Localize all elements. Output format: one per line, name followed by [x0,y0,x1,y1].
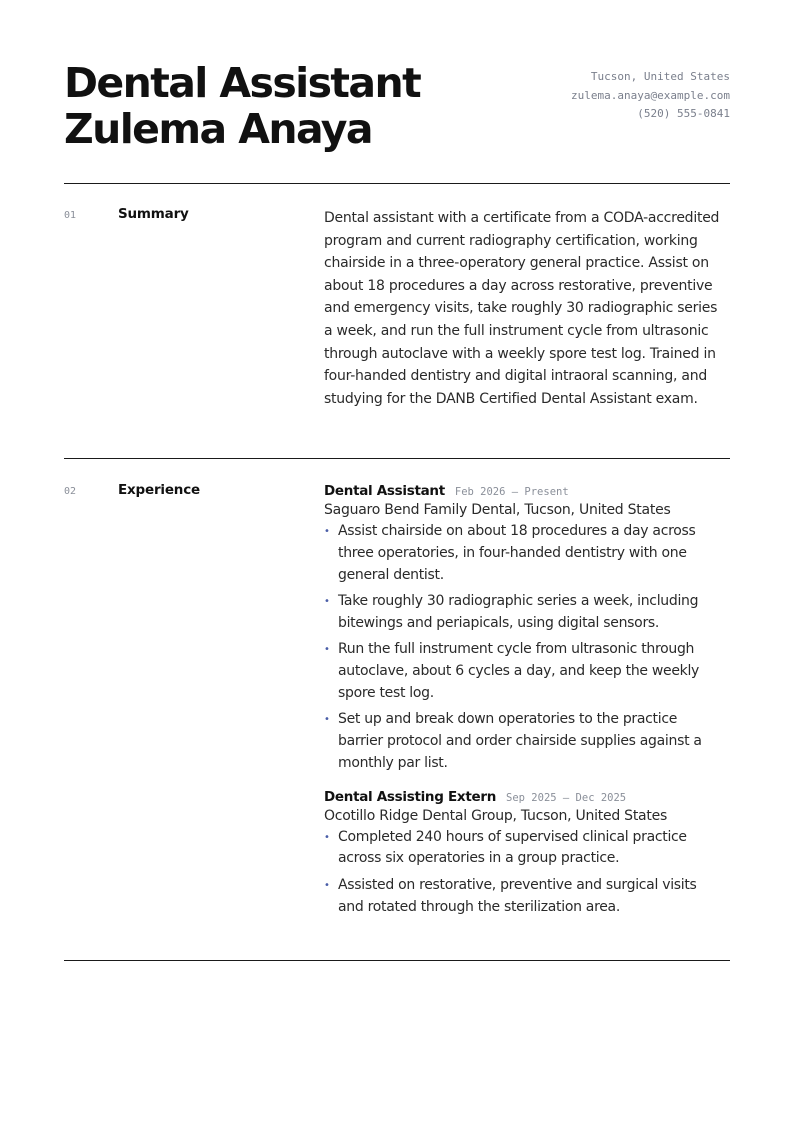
bullet-dot-icon: • [324,879,330,891]
bullet-item [324,521,724,586]
section-title: Summary [118,206,189,222]
job-title: Dental Assistant [324,483,445,499]
bullet-dot-icon: • [324,831,330,843]
job-header [324,483,724,499]
section-number: 01 [64,210,77,221]
bullet-dot-icon: • [324,526,330,537]
job-dates: Feb 2026 — Present [454,486,569,498]
section-number: 02 [64,486,77,497]
summary-body [324,184,724,410]
job-entry [324,789,724,919]
job-title-heading: Dental Assistant [64,59,421,107]
bullet-text: Assisted on restorative, preventive and surgical visits and rotated through the sterilization area. [338,876,697,915]
candidate-name: Zulema Anaya [64,105,372,153]
contact-location: Tucson, United States [590,70,730,83]
job-title: Dental Assisting Extern [324,788,497,805]
contact-info [571,68,730,124]
job-bullets [324,521,724,775]
bullet-text: Run the full instrument cycle from ultrasonic through autoclave, about 6 cycles a day, and keep the weekly spore test log. [338,641,700,701]
bullet-item [324,639,724,704]
bullet-dot-icon: • [324,595,330,607]
section-title: Experience [118,482,200,498]
bullet-item [324,875,724,919]
bullet-item [324,709,724,774]
experience-body [324,459,724,918]
job-dates: Sep 2025 — Dec 2025 [506,791,627,804]
bullet-dot-icon: • [324,644,330,656]
summary-text: Dental assistant with a certificate from a CODA-accredited program and current radiography certification, working chairside in a three-operatory general practice. Assist on about 18 procedures a day across restorative, preventive and emergency visits, take roughly 30 radiographic series a week, and run the full instrument cycle from ultrasonic through autoclave with a weekly spore test log. Trained in four-handed dentistry and digital intraoral scanning, and studying for the DANB Certified Dental Assistant exam. [324,210,720,407]
job-organization: Saguaro Bend Family Dental, Tucson, United States [324,502,671,518]
bullet-text: Set up and break down operatories to the practice barrier protocol and order chairside supplies against a monthly par list. [338,711,702,771]
title-block [64,60,420,152]
resume-header [64,0,730,184]
contact-email[interactable]: zulema.anaya@example.com [571,88,730,102]
bullet-dot-icon: • [324,714,330,726]
job-header [324,789,724,805]
job-organization: Ocotillo Ridge Dental Group, Tucson, United States [324,807,668,824]
bullet-text: Completed 240 hours of supervised clinical practice across six operatories in a group practice. [338,828,687,867]
contact-phone[interactable]: (520) 555-0841 [637,107,730,120]
summary-section [64,184,730,459]
bullet-text: Take roughly 30 radiographic series a week, including bitewings and periapicals, using digital sensors. [338,592,699,631]
resume-page [64,0,730,961]
bullet-item [324,591,724,635]
bullet-text: Assist chairside on about 18 procedures a day across three operatories, in four-handed dentistry with one general dentist. [338,523,696,583]
job-entry [324,483,724,775]
job-bullets [324,827,724,919]
experience-section [64,459,730,961]
bullet-item [324,827,724,871]
